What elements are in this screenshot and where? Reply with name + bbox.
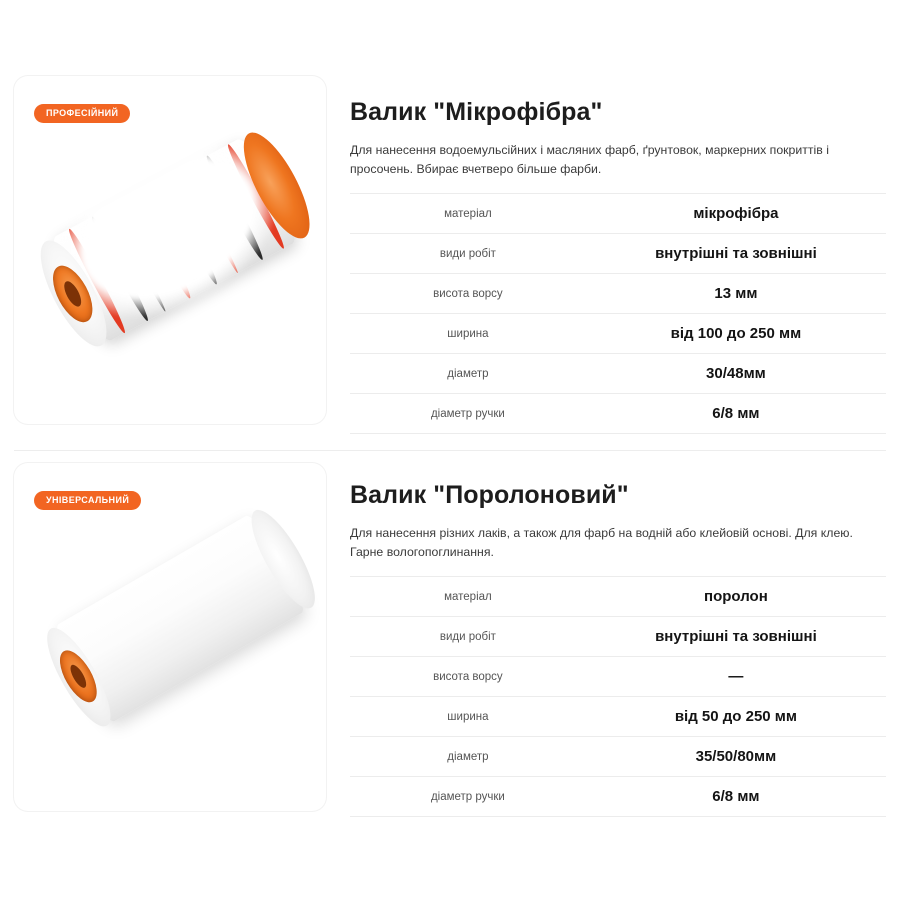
spec-label: діаметр ручки — [430, 790, 505, 803]
table-row — [350, 777, 886, 817]
spec-label: види робіт — [439, 247, 496, 260]
spec-value: від 50 до 250 мм — [674, 708, 797, 726]
product-info-panel — [326, 76, 886, 434]
spec-label: діаметр — [447, 367, 489, 380]
spec-value: — — [728, 668, 744, 686]
status-badge: УНІВЕРСАЛЬНИЙ — [34, 491, 141, 510]
product-description: Для нанесення різних лаків, а також для фарб на водній або клейовій основі. Для клею. Гарне вологопоглинання. — [350, 526, 853, 560]
spec-value: внутрішні та зовнішні — [655, 628, 817, 646]
spec-label: ширина — [447, 327, 489, 340]
product-description: Для нанесення водоемульсійних і масляних фарб, ґрунтовок, маркерних покриттів і просочень. Вбирає вчетверо більше фарби. — [350, 143, 829, 177]
page-title: Валик "Поролоновий" — [350, 481, 629, 510]
product-image-panel — [14, 463, 326, 811]
spec-value: 6/8 мм — [712, 788, 760, 806]
spec-value: 6/8 мм — [712, 405, 760, 423]
product-card-foam — [0, 451, 900, 817]
product-info-panel — [326, 463, 886, 817]
spec-value: 13 мм — [714, 285, 758, 303]
spec-label: діаметр ручки — [430, 407, 505, 420]
spec-label: ширина — [447, 710, 489, 723]
table-row — [350, 274, 886, 314]
table-row — [350, 394, 886, 434]
spec-value: мікрофібра — [693, 205, 779, 223]
spec-label: види робіт — [439, 630, 496, 643]
roller-body — [14, 463, 326, 794]
product-card-microfibre — [0, 0, 900, 434]
table-row — [350, 617, 886, 657]
table-row — [350, 194, 886, 234]
roller-body — [14, 86, 326, 412]
table-row — [350, 697, 886, 737]
spec-table — [350, 576, 886, 817]
spec-label: діаметр — [447, 750, 489, 763]
table-row — [350, 657, 886, 697]
spec-label: висота ворсу — [433, 287, 503, 300]
page-title: Валик "Мікрофібра" — [350, 98, 603, 126]
spec-value: 35/50/80мм — [695, 748, 777, 766]
table-row — [350, 234, 886, 274]
spec-label: матеріал — [444, 590, 492, 603]
table-row — [350, 737, 886, 777]
spec-value: 30/48мм — [706, 365, 766, 383]
spec-value: поролон — [704, 588, 768, 606]
status-badge: ПРОФЕСІЙНИЙ — [34, 104, 130, 123]
product-image-panel — [14, 76, 326, 424]
table-row — [350, 314, 886, 354]
table-row — [350, 354, 886, 394]
spec-value: від 100 до 250 мм — [670, 325, 802, 343]
table-row — [350, 577, 886, 617]
roller-illustration-microfibre — [14, 76, 326, 424]
spec-label: висота ворсу — [433, 670, 503, 683]
spec-label: матеріал — [444, 207, 492, 220]
spec-value: внутрішні та зовнішні — [655, 245, 817, 263]
roller-illustration-foam — [14, 463, 326, 811]
spec-table — [350, 193, 886, 434]
